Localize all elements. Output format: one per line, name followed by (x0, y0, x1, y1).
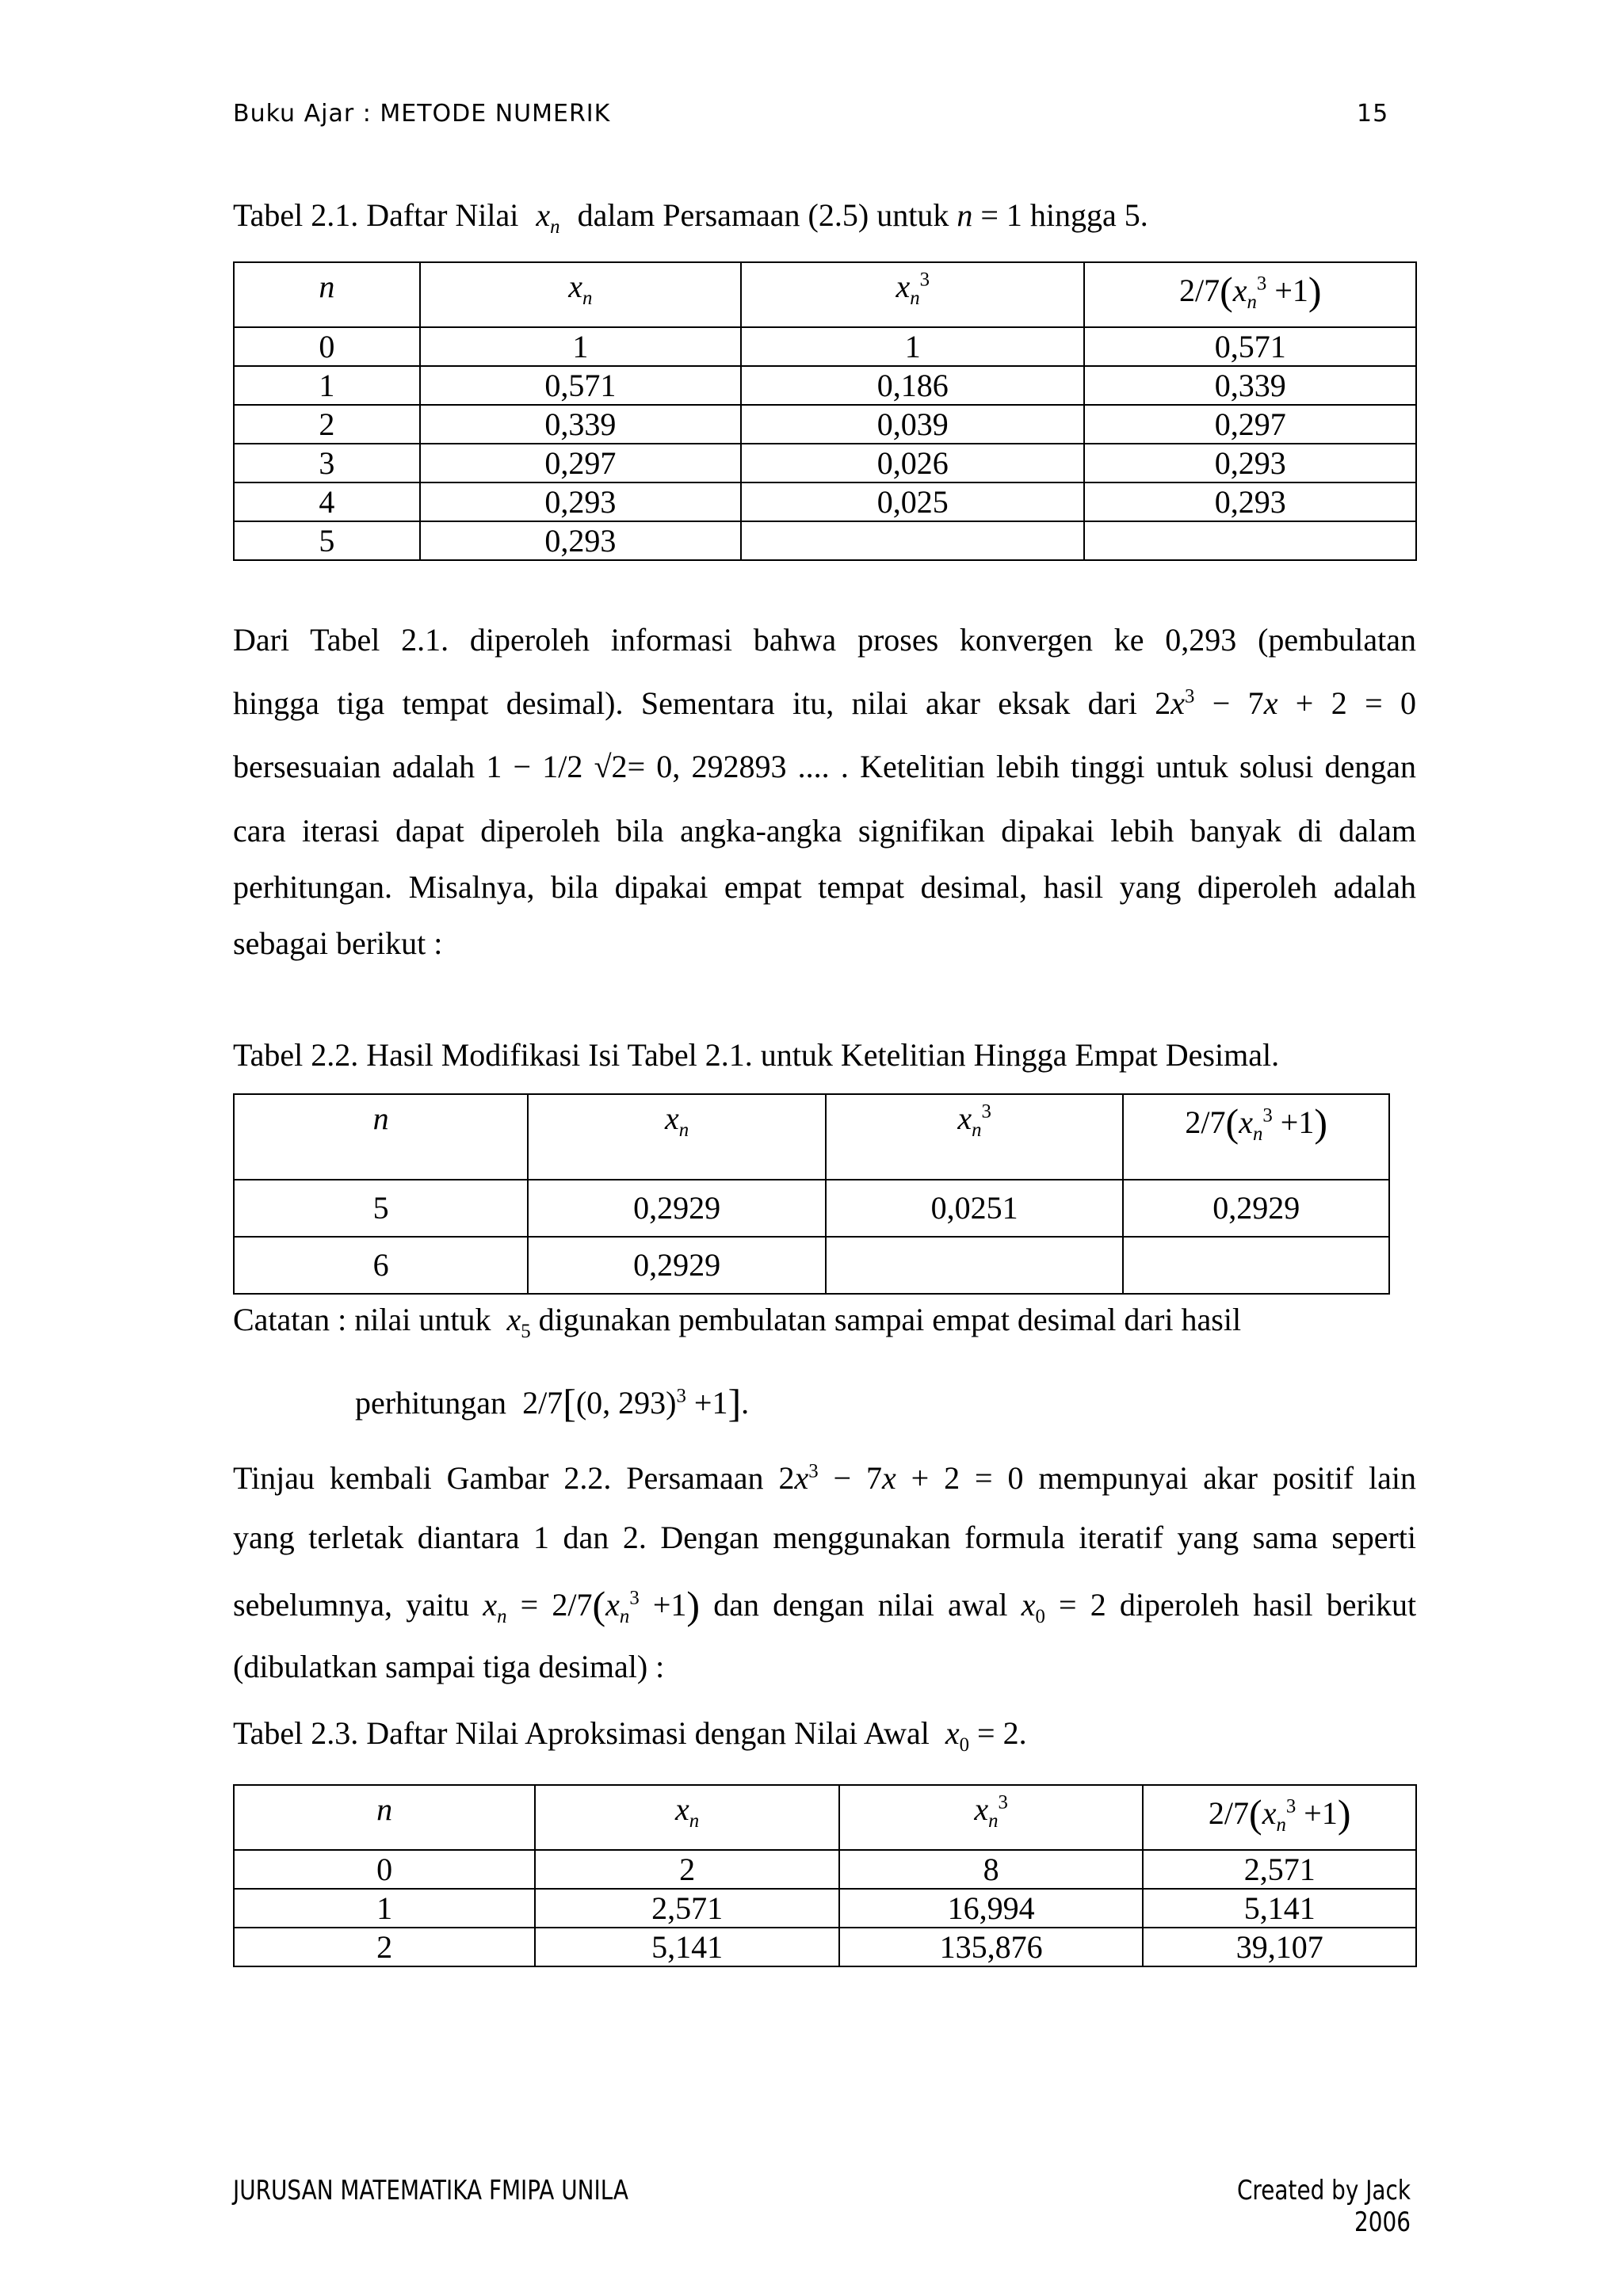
page-number: 15 (1357, 100, 1389, 128)
table-cell: 4 (234, 482, 420, 521)
table-cell: 5,141 (535, 1928, 838, 1966)
table-cell: 0,339 (420, 405, 741, 444)
table3-caption: Tabel 2.3. Daftar Nilai Aproksimasi dengan Nilai Awal $x_0 = 2$. (233, 1715, 1027, 1756)
table-cell: 5 (234, 1180, 528, 1237)
table2-caption: Tabel 2.2. Hasil Modifikasi Isi Tabel 2.1. untuk Ketelitian Hingga Empat Desimal. (233, 1037, 1280, 1073)
table-cell: 0,2929 (528, 1180, 826, 1237)
table-cell (826, 1237, 1124, 1294)
table-cell: 0,297 (420, 444, 741, 482)
paragraph-line: hingga tiga tempat desimal). Sementara itu, nilai akar eksak dari $2x^3 - 7x + 2 = 0$ (233, 685, 1416, 721)
paragraph-line: perhitungan. Misalnya, bila dipakai empat tempat desimal, hasil yang diperoleh adalah (233, 869, 1416, 905)
header-xn: $x_n$ (535, 1785, 838, 1850)
table-cell: 6 (234, 1237, 528, 1294)
header-formula: $2/7(x_n^3 +1)$ (1143, 1785, 1416, 1850)
paragraph-line: bersesuaian adalah 1 − 1/2 √2= 0, 292893 .... . Ketelitian lebih tinggi untuk solusi dengan (233, 749, 1417, 784)
table-cell: 2,571 (535, 1889, 838, 1928)
table-cell (1084, 521, 1416, 560)
table-header-row (234, 1094, 1389, 1180)
header-formula: $2/7(x_n^3 +1)$ (1123, 1094, 1389, 1180)
table-2-1 (233, 261, 1417, 561)
header-n: n (234, 1785, 535, 1850)
table-row (234, 444, 1416, 482)
table-cell: 0,2929 (528, 1237, 826, 1294)
paragraph-line: Tinjau kembali Gambar 2.2. Persamaan $2x^3 - 7x + 2 = 0$ mempunyai akar positif lain (233, 1460, 1417, 1496)
table-row (234, 327, 1416, 366)
table-body (234, 1180, 1389, 1294)
table-cell: 0 (234, 1850, 535, 1889)
paragraph-line: (dibulatkan sampai tiga desimal) : (233, 1649, 665, 1684)
table-header-row (234, 1785, 1416, 1850)
table-2-3 (233, 1784, 1417, 1967)
table-cell: 3 (234, 444, 420, 482)
table-cell: 0,293 (1084, 482, 1416, 521)
table-cell: 2 (535, 1850, 838, 1889)
header-formula: $2/7(x_n^3 +1)$ (1084, 262, 1416, 327)
table-cell: 1 (234, 366, 420, 405)
table-body (234, 1850, 1416, 1966)
table-2-2 (233, 1093, 1390, 1295)
table-row (234, 1180, 1389, 1237)
table-header-row (234, 262, 1416, 327)
table-row (234, 1850, 1416, 1889)
footer-department: JURUSAN MATEMATIKA FMIPA UNILA (233, 2175, 628, 2206)
table-row (234, 1928, 1416, 1966)
table-row (234, 405, 1416, 444)
paragraph-line: sebelumnya, yaitu $x_n = 2/7(x_n^3 +1)$ dan dengan nilai awal $x_0 = 2$ diperoleh hasil berikut (233, 1583, 1417, 1627)
table-row (234, 482, 1416, 521)
table-cell: 135,876 (839, 1928, 1144, 1966)
table-cell: 39,107 (1143, 1928, 1416, 1966)
paragraph-line: cara iterasi dapat diperoleh bila angka-angka signifikan dipakai lebih banyak di dalam (233, 813, 1416, 849)
header-xn3: $x_n^3$ (826, 1094, 1124, 1180)
table2-note-formula: perhitungan 2/7[(0, 293)$^3$ +1]. (355, 1381, 750, 1425)
table-cell: 8 (839, 1850, 1144, 1889)
table-cell: 5,141 (1143, 1889, 1416, 1928)
paragraph-line: Dari Tabel 2.1. diperoleh informasi bahwa proses konvergen ke 0,293 (pembulatan (233, 622, 1416, 658)
table-cell: 0,293 (420, 521, 741, 560)
header-xn: $x_n$ (420, 262, 741, 327)
table-row (234, 366, 1416, 405)
table-cell: 0,339 (1084, 366, 1416, 405)
table-cell: 0,571 (1084, 327, 1416, 366)
table-body (234, 327, 1416, 560)
table-row (234, 1889, 1416, 1928)
table-cell: 1 (234, 1889, 535, 1928)
header-n: n (234, 1094, 528, 1180)
table2-note: Catatan : nilai untuk $x_5$ digunakan pembulatan sampai empat desimal dari hasil (233, 1302, 1242, 1342)
running-header-title: Buku Ajar : METODE NUMERIK (233, 100, 611, 128)
table-cell: 0,026 (741, 444, 1084, 482)
table-cell (1123, 1237, 1389, 1294)
paragraph-line: yang terletak diantara 1 dan 2. Dengan menggunakan formula iteratif yang sama seperti (233, 1520, 1416, 1555)
header-n: n (234, 262, 420, 327)
table-cell: 16,994 (839, 1889, 1144, 1928)
table-row (234, 521, 1416, 560)
table-cell (741, 521, 1084, 560)
table-cell: 2,571 (1143, 1850, 1416, 1889)
paragraph-line: sebagai berikut : (233, 925, 443, 961)
table-cell: 2 (234, 405, 420, 444)
table-cell: 2 (234, 1928, 535, 1966)
table-cell: 1 (741, 327, 1084, 366)
table1-caption: Tabel 2.1. Daftar Nilai $x_n$ dalam Persamaan (2.5) untuk n = 1 hingga 5. (233, 197, 1148, 238)
table-cell: 0,0251 (826, 1180, 1124, 1237)
header-xn3: $x_n^3$ (839, 1785, 1144, 1850)
table-cell: 0,297 (1084, 405, 1416, 444)
table-cell: 5 (234, 521, 420, 560)
header-xn3: $x_n^3$ (741, 262, 1084, 327)
table-row (234, 1237, 1389, 1294)
table-cell: 0,025 (741, 482, 1084, 521)
table-cell: 0,2929 (1123, 1180, 1389, 1237)
footer-credit: Created by Jack 2006 (1236, 2175, 1411, 2238)
table-cell: 0,571 (420, 366, 741, 405)
table-cell: 1 (420, 327, 741, 366)
table-cell: 0,293 (1084, 444, 1416, 482)
table-cell: 0,039 (741, 405, 1084, 444)
table-cell: 0,186 (741, 366, 1084, 405)
table-cell: 0 (234, 327, 420, 366)
header-xn: $x_n$ (528, 1094, 826, 1180)
table-cell: 0,293 (420, 482, 741, 521)
